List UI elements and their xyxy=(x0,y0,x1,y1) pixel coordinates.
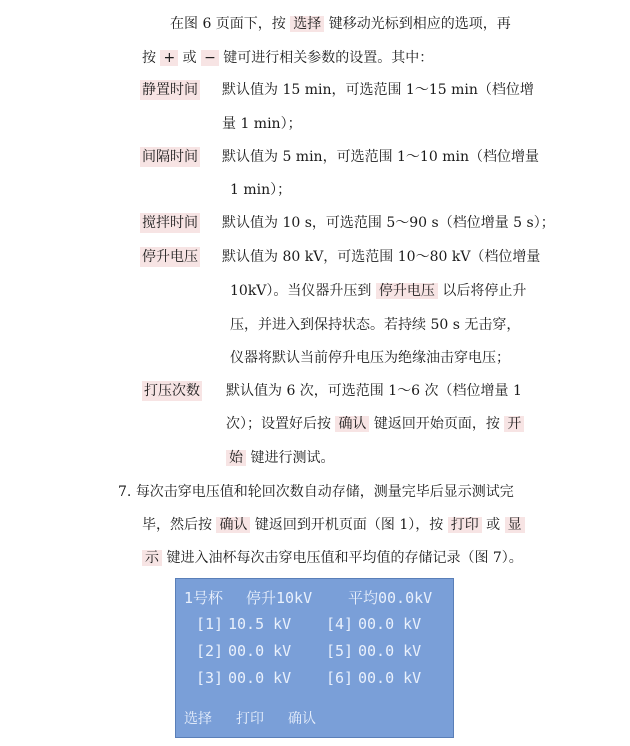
param-term-rest-time: 静置时间 xyxy=(142,82,198,98)
start-key-label-b: 始 xyxy=(226,450,246,466)
confirm-key-label: 确认 xyxy=(335,416,369,432)
show-key-label-a: 显 xyxy=(505,517,525,533)
start-key-label-a: 开 xyxy=(504,416,524,432)
lcd-reading-value: 00.0 kV xyxy=(358,642,422,660)
lcd-reading-label: [5] xyxy=(326,642,354,660)
item7-text: 或 xyxy=(486,517,501,533)
item7-text: 键返回到开机页面（图 1），按 xyxy=(254,517,444,533)
lcd-cup-label: 1号杯 xyxy=(184,589,224,607)
lcd-reading-value: 00.0 kV xyxy=(228,669,292,687)
intro-text: 键可进行相关参数的设置。其中： xyxy=(223,50,434,66)
param-desc-line xyxy=(226,448,334,468)
intro-text: 键移动光标到相应的选项，再 xyxy=(328,16,511,32)
lcd-reading-label: [2] xyxy=(196,642,224,660)
lcd-confirm-button[interactable]: 确认 xyxy=(288,711,316,727)
param-term-interval-time: 间隔时间 xyxy=(142,149,198,165)
param-desc-line xyxy=(226,414,524,434)
lcd-print-button[interactable]: 打印 xyxy=(236,711,264,727)
param-desc: 默认值为 15 min，可选范围 1～15 min（档位增 xyxy=(222,82,534,98)
param-desc-line xyxy=(230,281,526,301)
param-desc-text: 键进行测试。 xyxy=(250,450,335,466)
item7-text: 键进入油杯每次击穿电压值和平均值的存储记录（图 7）。 xyxy=(166,550,523,566)
item7-line-3 xyxy=(142,548,523,568)
item7-line-1 xyxy=(118,482,514,502)
lcd-reading-value: 10.5 kV xyxy=(228,615,292,633)
select-key-label: 选择 xyxy=(290,16,324,32)
confirm-key-label: 确认 xyxy=(216,517,250,533)
item7-text: 毕，然后按 xyxy=(142,517,212,533)
print-key-label: 打印 xyxy=(448,517,482,533)
param-desc: 默认值为 5 min，可选范围 1～10 min（档位增量 xyxy=(222,149,539,165)
stop-voltage-key-label: 停升电压 xyxy=(376,283,438,299)
param-term-stir-time: 搅拌时间 xyxy=(142,215,198,231)
lcd-reading-value: 00.0 kV xyxy=(358,669,422,687)
param-desc-text: 键返回开始页面，按 xyxy=(373,416,500,432)
param-desc: 默认值为 80 kV，可选范围 10～80 kV（档位增量 xyxy=(222,249,541,265)
minus-key-label: − xyxy=(201,50,219,66)
param-desc: 默认值为 6 次，可选范围 1～6 次（档位增量 1 xyxy=(226,383,522,399)
item7-line-2 xyxy=(142,515,525,535)
param-term-test-count: 打压次数 xyxy=(144,383,200,399)
lcd-reading-value: 00.0 kV xyxy=(228,642,292,660)
param-desc-text: 次）；设置好后按 xyxy=(226,416,331,432)
param-desc: 量 1 min）； xyxy=(222,116,302,132)
param-term-stop-voltage: 停升电压 xyxy=(142,249,198,265)
intro-text: 或 xyxy=(182,50,197,66)
intro-text: 按 xyxy=(142,50,156,66)
intro-line-2 xyxy=(142,48,433,68)
intro-text: 在图 6 页面下，按 xyxy=(170,16,286,32)
intro-line-1 xyxy=(170,14,511,34)
lcd-reading-label: [6] xyxy=(326,669,354,687)
lcd-stop-voltage: 停升10kV xyxy=(246,589,313,607)
lcd-reading-label: [4] xyxy=(326,615,354,633)
lcd-reading-value: 00.0 kV xyxy=(358,615,422,633)
lcd-reading-label: [3] xyxy=(196,669,224,687)
param-desc: 压，并进入到保持状态。若持续 50 s 无击穿， xyxy=(230,317,521,333)
param-desc: 1 min）； xyxy=(230,182,292,198)
plus-key-label: + xyxy=(160,50,178,66)
show-key-label-b: 示 xyxy=(142,550,162,566)
lcd-select-button[interactable]: 选择 xyxy=(184,711,212,727)
param-desc: 默认值为 10 s，可选范围 5～90 s（档位增量 5 s）； xyxy=(222,215,555,231)
lcd-screen xyxy=(175,578,454,738)
param-desc-text: 10kV）。当仪器升压到 xyxy=(230,283,372,299)
item7-number: 7. xyxy=(118,484,132,500)
item7-text: 每次击穿电压值和轮回次数自动存储，测量完毕后显示测试完 xyxy=(135,484,514,500)
lcd-average: 平均00.0kV xyxy=(348,589,433,607)
param-desc-text: 以后将停止升 xyxy=(442,283,527,299)
lcd-reading-label: [1] xyxy=(196,615,224,633)
param-desc: 仪器将默认当前停升电压为绝缘油击穿电压； xyxy=(230,350,510,366)
